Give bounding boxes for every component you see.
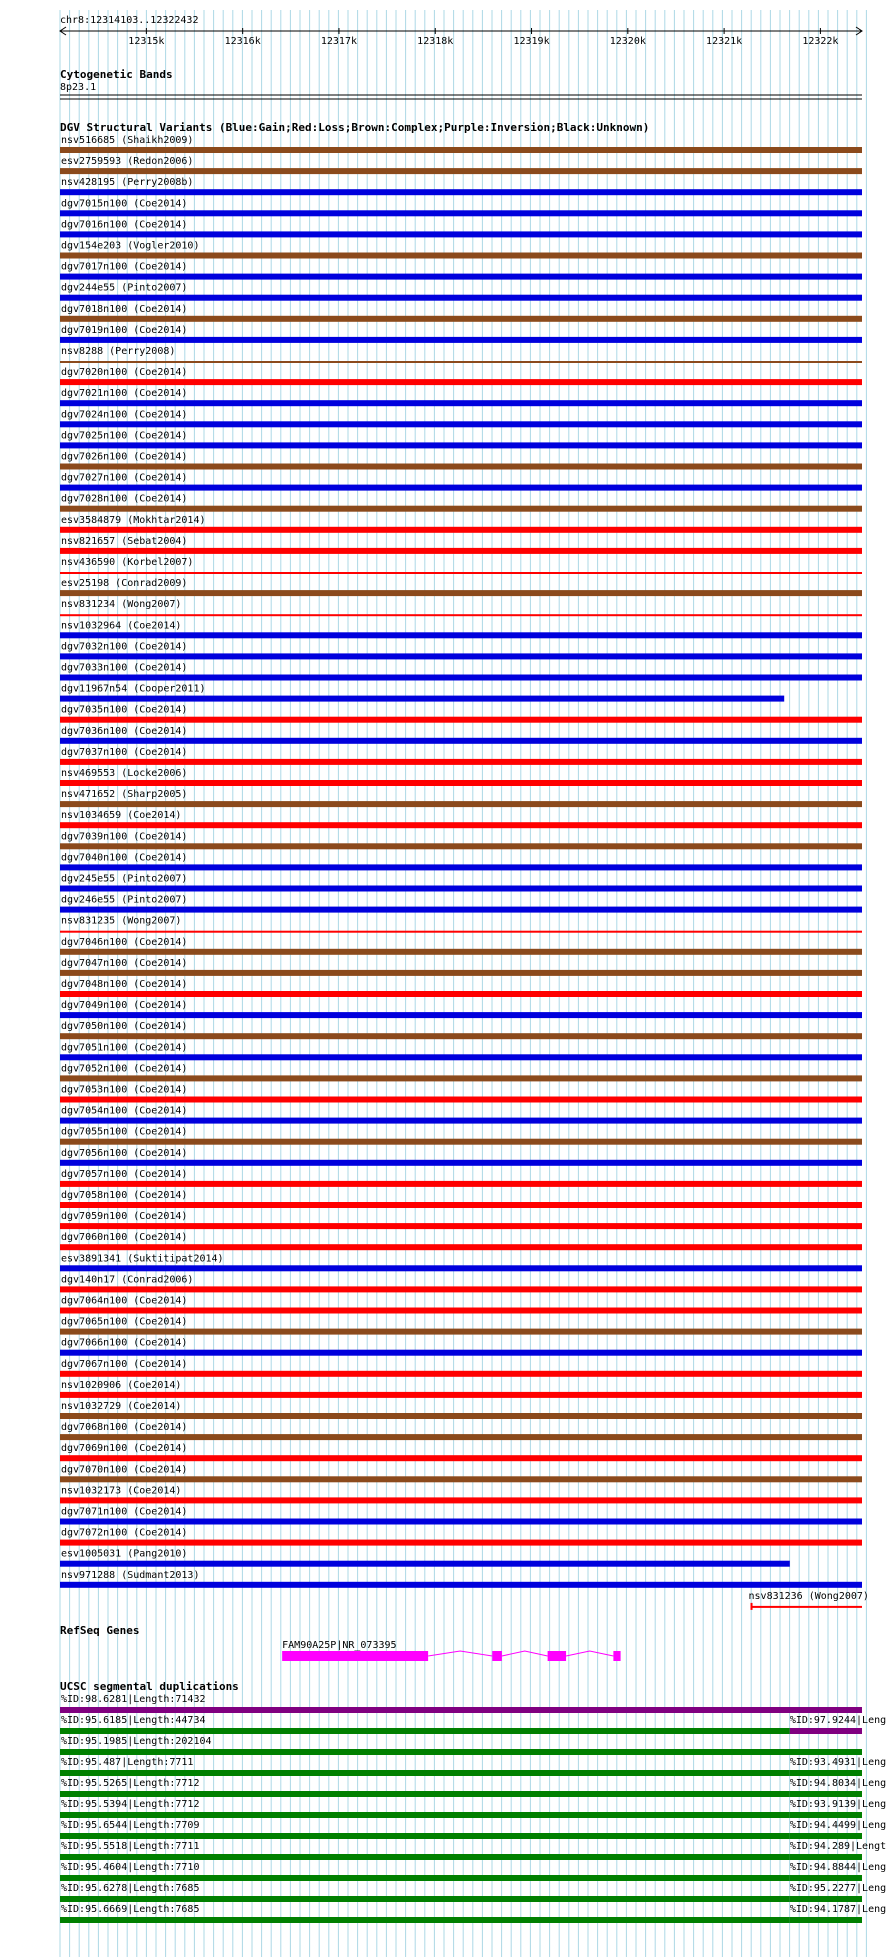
segdup-bar[interactable] bbox=[60, 1833, 790, 1839]
dgv-item-bar[interactable] bbox=[60, 1012, 862, 1018]
ruler-tick-label: 12315k bbox=[128, 36, 165, 47]
dgv-item-label: dgv7048n100 (Coe2014) bbox=[61, 979, 188, 990]
dgv-item-label: nsv469553 (Locke2006) bbox=[61, 768, 188, 779]
segdup-bar[interactable] bbox=[790, 1896, 862, 1902]
dgv-item-bar[interactable] bbox=[60, 886, 862, 892]
dgv-item-bar[interactable] bbox=[60, 1097, 862, 1103]
dgv-item-bar[interactable] bbox=[60, 843, 862, 849]
cytoband-title: Cytogenetic Bands bbox=[60, 68, 173, 81]
dgv-item-label: esv25198 (Conrad2009) bbox=[61, 578, 188, 590]
dgv-item-bar[interactable] bbox=[60, 1202, 862, 1208]
dgv-item-bar[interactable] bbox=[60, 464, 862, 470]
dgv-item-bar[interactable] bbox=[60, 632, 862, 638]
dgv-item-bar[interactable] bbox=[60, 316, 862, 322]
dgv-item-bar[interactable] bbox=[60, 572, 862, 574]
segdup-label: %ID:94.1787|Leng bbox=[789, 1904, 887, 1915]
segdup-bar[interactable] bbox=[60, 1917, 790, 1923]
dgv-item-label: dgv7071n100 (Coe2014) bbox=[61, 1506, 188, 1518]
dgv-item-bar[interactable] bbox=[60, 614, 862, 616]
dgv-item-label: dgv7069n100 (Coe2014) bbox=[61, 1443, 188, 1455]
dgv-item-bar[interactable] bbox=[60, 780, 862, 786]
segdup-label: %ID:95.2277|Leng bbox=[789, 1883, 887, 1894]
dgv-item-bar[interactable] bbox=[60, 991, 862, 997]
dgv-item-label: nsv831235 (Wong2007) bbox=[61, 915, 182, 927]
segdup-bar[interactable] bbox=[790, 1791, 862, 1797]
dgv-item-label: dgv7054n100 (Coe2014) bbox=[61, 1105, 188, 1117]
dgv-item-bar[interactable] bbox=[60, 1540, 862, 1546]
dgv-item-label: dgv7066n100 (Coe2014) bbox=[61, 1337, 188, 1349]
dgv-item-label: dgv7016n100 (Coe2014) bbox=[61, 219, 188, 231]
segdup-bar[interactable] bbox=[790, 1770, 862, 1776]
dgv-item-label: dgv7025n100 (Coe2014) bbox=[61, 430, 188, 442]
segdup-label: %ID:95.6278|Length:7685 bbox=[61, 1883, 200, 1894]
dgv-item-bar[interactable] bbox=[60, 1582, 862, 1588]
ruler-tick-label: 12317k bbox=[320, 36, 358, 47]
segdup-bar[interactable] bbox=[790, 1833, 862, 1839]
dgv-item-label: nsv516685 (Shaikh2009) bbox=[61, 135, 194, 146]
dgv-item-bar[interactable] bbox=[60, 231, 862, 237]
dgv-item-label: nsv831236 (Wong2007) bbox=[748, 1590, 869, 1602]
segdup-bar[interactable] bbox=[60, 1791, 790, 1797]
segdup-label: %ID:95.6185|Length:44734 bbox=[61, 1715, 206, 1726]
segdup-label: %ID:95.1985|Length:202104 bbox=[61, 1736, 212, 1747]
segdup-bar[interactable] bbox=[60, 1875, 790, 1881]
dgv-item-label: dgv7067n100 (Coe2014) bbox=[61, 1358, 188, 1370]
dgv-item-label: dgv7050n100 (Coe2014) bbox=[61, 1021, 188, 1033]
dgv-item-label: dgv7060n100 (Coe2014) bbox=[61, 1232, 188, 1244]
segdup-label: %ID:95.4604|Length:7710 bbox=[61, 1862, 200, 1873]
dgv-item-label: nsv428195 (Perry2008b) bbox=[61, 177, 194, 189]
dgv-item-label: dgv7037n100 (Coe2014) bbox=[61, 746, 188, 758]
dgv-item-label: esv3584879 (Mokhtar2014) bbox=[61, 514, 206, 526]
dgv-item-label: dgv7068n100 (Coe2014) bbox=[61, 1422, 188, 1434]
dgv-item-bar[interactable] bbox=[60, 949, 862, 955]
segdup-bar[interactable] bbox=[790, 1854, 862, 1860]
dgv-item-bar[interactable] bbox=[60, 907, 862, 913]
dgv-item-bar[interactable] bbox=[60, 506, 862, 512]
dgv-item-bar[interactable] bbox=[60, 527, 862, 533]
dgv-item-bar[interactable] bbox=[60, 864, 862, 870]
segdup-label: %ID:95.5265|Length:7712 bbox=[61, 1778, 200, 1789]
segdup-bar[interactable] bbox=[60, 1728, 790, 1734]
dgv-item-bar[interactable] bbox=[60, 675, 862, 681]
ruler-tick-label: 12316k bbox=[224, 36, 261, 47]
dgv-item-bar[interactable] bbox=[60, 1244, 862, 1250]
segdup-label: %ID:95.6669|Length:7685 bbox=[61, 1904, 200, 1915]
dgv-item-bar[interactable] bbox=[60, 147, 862, 153]
dgv-item-bar[interactable] bbox=[60, 738, 862, 744]
segdup-label: %ID:98.6281|Length:71432 bbox=[61, 1694, 206, 1705]
dgv-item-label: dgv244e55 (Pinto2007) bbox=[61, 282, 188, 294]
dgv-item-label: dgv7070n100 (Coe2014) bbox=[61, 1464, 188, 1476]
dgv-item-label: dgv7017n100 (Coe2014) bbox=[61, 261, 188, 273]
dgv-item-label: nsv436590 (Korbel2007) bbox=[61, 557, 194, 568]
dgv-item-bar[interactable] bbox=[60, 590, 862, 596]
exon-block[interactable] bbox=[613, 1651, 620, 1661]
exon-block[interactable] bbox=[282, 1651, 428, 1661]
dgv-item-bar[interactable] bbox=[60, 970, 862, 976]
ruler-tick-label: 12321k bbox=[706, 36, 743, 47]
dgv-item-bar[interactable] bbox=[60, 485, 862, 491]
dgv-item-bar[interactable] bbox=[60, 1033, 862, 1039]
dgv-item-label: dgv7052n100 (Coe2014) bbox=[61, 1063, 188, 1075]
dgv-item-label: nsv1034659 (Coe2014) bbox=[61, 810, 182, 822]
dgv-item-label: esv3891341 (Suktitipat2014) bbox=[61, 1253, 224, 1265]
ruler-tick-label: 12320k bbox=[609, 36, 646, 47]
dgv-item-bar-cap bbox=[751, 1603, 753, 1610]
ruler-tick-label: 12322k bbox=[802, 36, 839, 47]
dgv-item-bar[interactable] bbox=[60, 696, 784, 702]
segdup-label: %ID:94.4499|Leng bbox=[789, 1820, 887, 1831]
dgv-item-label: nsv971288 (Sudmant2013) bbox=[61, 1569, 200, 1581]
dgv-item-label: dgv7040n100 (Coe2014) bbox=[61, 852, 188, 864]
dgv-track-title: DGV Structural Variants (Blue:Gain;Red:Loss;Brown:Complex;Purple:Inversion;Black:Unknown) bbox=[60, 121, 650, 134]
dgv-item-label: dgv7058n100 (Coe2014) bbox=[61, 1190, 188, 1201]
dgv-item-bar[interactable] bbox=[60, 1054, 862, 1060]
dgv-item-bar[interactable] bbox=[60, 1265, 862, 1271]
dgv-item-bar[interactable] bbox=[60, 274, 862, 280]
segdup-bar[interactable] bbox=[60, 1749, 862, 1755]
dgv-item-bar[interactable] bbox=[60, 1392, 862, 1398]
segdup-label: %ID:95.487|Length:7711 bbox=[61, 1757, 194, 1768]
dgv-item-label: nsv831234 (Wong2007) bbox=[61, 599, 182, 611]
dgv-item-bar[interactable] bbox=[60, 1329, 862, 1335]
dgv-item-bar[interactable] bbox=[60, 1181, 862, 1187]
dgv-item-bar[interactable] bbox=[60, 189, 862, 195]
dgv-item-label: dgv7035n100 (Coe2014) bbox=[61, 704, 188, 716]
dgv-item-label: dgv7028n100 (Coe2014) bbox=[61, 493, 188, 505]
dgv-item-label: dgv7018n100 (Coe2014) bbox=[61, 303, 188, 315]
dgv-item-bar[interactable] bbox=[60, 1350, 862, 1356]
segdup-bar[interactable] bbox=[60, 1707, 862, 1713]
dgv-item-label: dgv7065n100 (Coe2014) bbox=[61, 1316, 188, 1328]
dgv-item-label: dgv7036n100 (Coe2014) bbox=[61, 725, 188, 737]
dgv-item-bar[interactable] bbox=[60, 421, 862, 427]
dgv-item-bar[interactable] bbox=[60, 1223, 862, 1229]
dgv-item-label: dgv154e203 (Vogler2010) bbox=[61, 240, 200, 252]
dgv-item-label: dgv7033n100 (Coe2014) bbox=[61, 662, 188, 674]
segdup-label: %ID:97.9244|Leng bbox=[789, 1715, 887, 1726]
dgv-item-bar[interactable] bbox=[60, 1308, 862, 1314]
dgv-item-label: nsv1032729 (Coe2014) bbox=[61, 1401, 182, 1412]
dgv-item-bar[interactable] bbox=[60, 1160, 862, 1166]
dgv-item-bar[interactable] bbox=[60, 548, 862, 554]
dgv-item-bar[interactable] bbox=[60, 801, 862, 807]
dgv-item-bar[interactable] bbox=[60, 1497, 862, 1503]
dgv-item-bar[interactable] bbox=[60, 1371, 862, 1377]
segdup-bar[interactable] bbox=[60, 1812, 790, 1818]
segdup-label: %ID:95.5518|Length:7711 bbox=[61, 1841, 200, 1852]
dgv-item-bar[interactable] bbox=[60, 717, 862, 723]
dgv-item-bar[interactable] bbox=[60, 1286, 862, 1292]
dgv-item-bar[interactable] bbox=[60, 210, 862, 216]
dgv-item-label: dgv7019n100 (Coe2014) bbox=[61, 324, 188, 336]
dgv-item-bar[interactable] bbox=[60, 253, 862, 259]
dgv-item-bar[interactable] bbox=[60, 1075, 862, 1081]
ruler-tick-label: 12318k bbox=[417, 36, 454, 47]
dgv-item-bar[interactable] bbox=[60, 295, 862, 301]
segdup-track-title: UCSC segmental duplications bbox=[60, 1680, 239, 1693]
dgv-item-label: dgv246e55 (Pinto2007) bbox=[61, 894, 188, 906]
dgv-item-bar[interactable] bbox=[60, 931, 862, 933]
dgv-item-label: nsv471652 (Sharp2005) bbox=[61, 789, 188, 801]
dgv-item-label: dgv7049n100 (Coe2014) bbox=[61, 1000, 188, 1012]
dgv-item-bar[interactable] bbox=[60, 337, 862, 343]
dgv-item-label: dgv11967n54 (Cooper2011) bbox=[61, 683, 206, 695]
dgv-item-bar[interactable] bbox=[60, 361, 862, 363]
dgv-item-label: dgv7057n100 (Coe2014) bbox=[61, 1168, 188, 1180]
gene-label[interactable]: FAM90A25P|NR_073395 bbox=[282, 1640, 397, 1651]
dgv-item-label: dgv7027n100 (Coe2014) bbox=[61, 472, 188, 484]
dgv-item-bar[interactable] bbox=[60, 1434, 862, 1440]
dgv-item-label: esv1005031 (Pang2010) bbox=[61, 1548, 188, 1560]
exon-block[interactable] bbox=[492, 1651, 502, 1661]
segdup-bar[interactable] bbox=[60, 1770, 790, 1776]
segdup-bar[interactable] bbox=[790, 1917, 862, 1923]
dgv-item-label: dgv7051n100 (Coe2014) bbox=[61, 1042, 188, 1054]
segdup-bar[interactable] bbox=[790, 1728, 862, 1734]
dgv-item-label: dgv7059n100 (Coe2014) bbox=[61, 1211, 188, 1223]
dgv-item-label: dgv140n17 (Conrad2006) bbox=[61, 1274, 194, 1286]
exon-block[interactable] bbox=[548, 1651, 566, 1661]
dgv-item-label: dgv7015n100 (Coe2014) bbox=[61, 198, 188, 210]
segdup-label: %ID:94.8034|Leng bbox=[789, 1778, 887, 1789]
dgv-item-bar[interactable] bbox=[60, 1476, 862, 1482]
dgv-item-bar[interactable] bbox=[60, 759, 862, 765]
position-label: chr8:12314103..12322432 bbox=[60, 15, 199, 26]
dgv-item-label: nsv1032964 (Coe2014) bbox=[61, 620, 182, 632]
dgv-item-label: dgv7053n100 (Coe2014) bbox=[61, 1084, 188, 1096]
dgv-item-bar[interactable] bbox=[60, 1561, 790, 1567]
dgv-item-label: nsv8288 (Perry2008) bbox=[61, 346, 176, 357]
segdup-bar[interactable] bbox=[60, 1854, 790, 1860]
dgv-item-bar[interactable] bbox=[60, 653, 862, 659]
dgv-item-bar[interactable] bbox=[60, 1118, 862, 1124]
dgv-item-label: dgv7026n100 (Coe2014) bbox=[61, 451, 188, 463]
segdup-bar[interactable] bbox=[790, 1875, 862, 1881]
dgv-item-label: dgv7020n100 (Coe2014) bbox=[61, 367, 188, 379]
dgv-item-label: dgv7047n100 (Coe2014) bbox=[61, 957, 188, 969]
dgv-item-label: esv2759593 (Redon2006) bbox=[61, 156, 194, 168]
dgv-item-bar[interactable] bbox=[60, 168, 862, 174]
dgv-item-label: dgv7032n100 (Coe2014) bbox=[61, 641, 188, 653]
dgv-item-bar[interactable] bbox=[60, 400, 862, 406]
dgv-item-label: dgv7039n100 (Coe2014) bbox=[61, 831, 188, 843]
segdup-label: %ID:95.5394|Length:7712 bbox=[61, 1799, 200, 1810]
dgv-item-label: dgv7024n100 (Coe2014) bbox=[61, 409, 188, 421]
segdup-label: %ID:93.9139|Leng bbox=[789, 1799, 887, 1810]
segdup-label: %ID:94.8844|Leng bbox=[789, 1862, 887, 1873]
segdup-bar[interactable] bbox=[60, 1896, 790, 1902]
dgv-item-bar[interactable] bbox=[60, 1519, 862, 1525]
dgv-item-bar[interactable] bbox=[60, 822, 862, 828]
segdup-label: %ID:94.289|Lengt bbox=[789, 1841, 887, 1852]
dgv-item-bar[interactable] bbox=[60, 1455, 862, 1461]
dgv-item-label: dgv7055n100 (Coe2014) bbox=[61, 1126, 188, 1138]
dgv-item-bar[interactable] bbox=[60, 1139, 862, 1145]
dgv-item-label: dgv7064n100 (Coe2014) bbox=[61, 1295, 188, 1307]
dgv-item-bar[interactable] bbox=[60, 1413, 862, 1419]
dgv-item-bar[interactable] bbox=[60, 442, 862, 448]
dgv-item-label: dgv245e55 (Pinto2007) bbox=[61, 873, 188, 885]
segdup-label: %ID:93.4931|Leng bbox=[789, 1757, 887, 1768]
segdup-bar[interactable] bbox=[790, 1812, 862, 1818]
dgv-item-label: dgv7072n100 (Coe2014) bbox=[61, 1527, 188, 1539]
refseq-track-title: RefSeq Genes bbox=[60, 1624, 140, 1637]
dgv-item-label: dgv7046n100 (Coe2014) bbox=[61, 936, 188, 948]
dgv-item-label: dgv7021n100 (Coe2014) bbox=[61, 388, 188, 400]
dgv-item-label: nsv1032173 (Coe2014) bbox=[61, 1485, 182, 1497]
dgv-item-label: nsv1020906 (Coe2014) bbox=[61, 1379, 182, 1391]
segdup-label: %ID:95.6544|Length:7709 bbox=[61, 1820, 200, 1831]
dgv-item-label: nsv821657 (Sebat2004) bbox=[61, 535, 188, 547]
dgv-item-bar[interactable] bbox=[751, 1606, 862, 1608]
dgv-item-label: dgv7056n100 (Coe2014) bbox=[61, 1147, 188, 1159]
cytoband-label: 8p23.1 bbox=[60, 82, 97, 93]
dgv-item-bar[interactable] bbox=[60, 379, 862, 385]
ruler-tick-label: 12319k bbox=[513, 36, 550, 47]
